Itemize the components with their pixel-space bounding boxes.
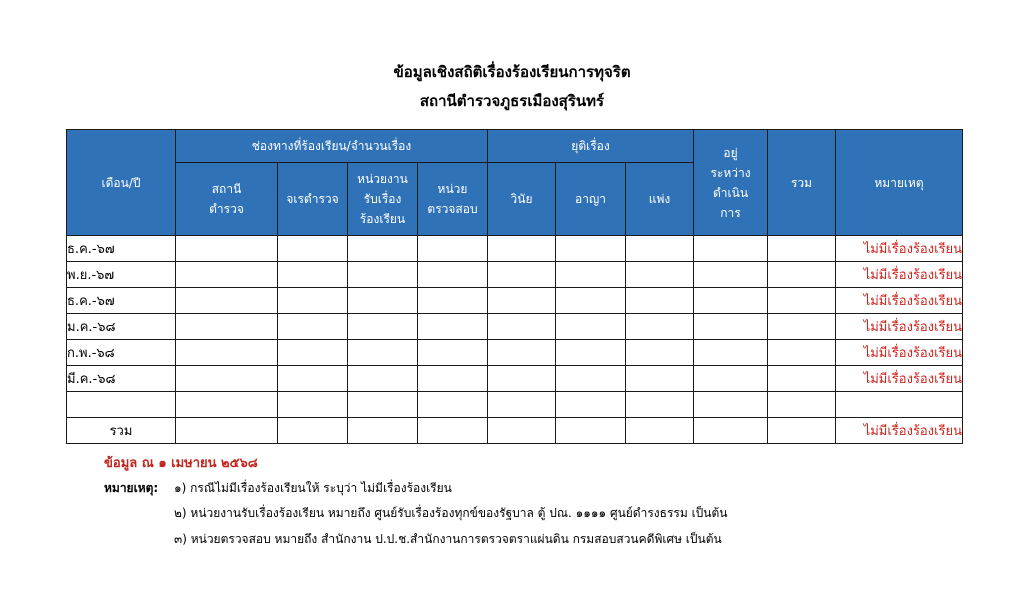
table-cell	[348, 236, 418, 262]
table-cell	[176, 262, 278, 288]
header-remark: หมายเหตุ	[836, 130, 963, 236]
table-cell	[176, 366, 278, 392]
header-in-progress-text: อยู่ ระหว่าง ดำเนินการ	[710, 145, 751, 220]
row-note: ไม่มีเรื่องร้องเรียน	[836, 314, 963, 340]
table-cell	[768, 366, 836, 392]
header-resolved-criminal: อาญา	[556, 163, 626, 236]
table-cell	[768, 392, 836, 418]
table-cell	[768, 340, 836, 366]
table-cell	[488, 418, 556, 444]
table-cell	[278, 392, 348, 418]
table-cell	[556, 366, 626, 392]
table-cell	[488, 288, 556, 314]
table-cell	[418, 314, 488, 340]
table-cell	[348, 418, 418, 444]
header-channel-station	[176, 163, 278, 236]
row-note: ไม่มีเรื่องร้องเรียน	[836, 236, 963, 262]
table-cell	[418, 418, 488, 444]
table-cell	[768, 418, 836, 444]
header-in-progress	[694, 130, 768, 236]
table-cell	[176, 314, 278, 340]
table-row	[67, 366, 963, 392]
table-cell	[176, 288, 278, 314]
header-total: รวม	[768, 130, 836, 236]
header-resolved-group: ยุติเรื่อง	[488, 130, 694, 163]
remarks-label: หมายเหตุ:	[104, 481, 159, 495]
row-month: มี.ค.-๖๘	[67, 366, 176, 392]
header-channel-inspector: จเรตำรวจ	[278, 163, 348, 236]
table-row	[67, 262, 963, 288]
table-cell	[556, 236, 626, 262]
table-row	[67, 288, 963, 314]
row-month: พ.ย.-๖๗	[67, 262, 176, 288]
row-month	[67, 392, 176, 418]
table-cell	[488, 314, 556, 340]
table-cell	[694, 392, 768, 418]
table-cell	[556, 262, 626, 288]
table-row	[67, 236, 963, 262]
table-cell	[418, 366, 488, 392]
row-note: ไม่มีเรื่องร้องเรียน	[836, 288, 963, 314]
table-cell	[626, 236, 694, 262]
row-note: ไม่มีเรื่องร้องเรียน	[836, 262, 963, 288]
total-row	[67, 418, 963, 444]
row-note: ไม่มีเรื่องร้องเรียน	[836, 366, 963, 392]
table-cell	[694, 340, 768, 366]
table-cell	[626, 418, 694, 444]
total-row-label: รวม	[67, 418, 176, 444]
table-cell	[418, 288, 488, 314]
remark-2: ๒) หน่วยงานรับเรื่องร้องเรียน หมายถึง ศูนย์รับเรื่องร้องทุกข์ของรัฐบาล ตู้ ปณ. ๑๑๑๑ ศูนย์ดำรงธรรม เป็นต้น	[174, 506, 728, 520]
table-cell	[348, 366, 418, 392]
row-month: ม.ค.-๖๘	[67, 314, 176, 340]
table-cell	[278, 262, 348, 288]
table-cell	[626, 288, 694, 314]
remark-3: ๓) หน่วยตรวจสอบ หมายถึง สำนักงาน ป.ป.ช.สำนักงานการตรวจตราแผ่นดิน กรมสอบสวนคดีพิเศษ เป็นต้น	[174, 532, 722, 546]
table-cell	[418, 392, 488, 418]
table-cell	[556, 314, 626, 340]
table-cell	[488, 236, 556, 262]
table-cell	[176, 340, 278, 366]
table-cell	[768, 314, 836, 340]
table-cell	[418, 262, 488, 288]
total-row-note: ไม่มีเรื่องร้องเรียน	[836, 418, 963, 444]
table-cell	[278, 340, 348, 366]
table-cell	[418, 236, 488, 262]
table-cell	[768, 236, 836, 262]
complaint-statistics-table	[66, 129, 963, 444]
row-month: ธ.ค.-๖๗	[67, 236, 176, 262]
table-cell	[278, 366, 348, 392]
table-cell	[694, 262, 768, 288]
table-cell	[176, 236, 278, 262]
table-cell	[556, 340, 626, 366]
table-cell	[556, 288, 626, 314]
table-cell	[488, 262, 556, 288]
table-cell	[626, 392, 694, 418]
data-as-of: ข้อมูล ณ ๑ เมษายน ๒๕๖๘	[104, 456, 258, 471]
table-cell	[488, 392, 556, 418]
table-cell	[626, 366, 694, 392]
row-month: ก.พ.-๖๘	[67, 340, 176, 366]
table-cell	[278, 288, 348, 314]
table-row	[67, 392, 963, 418]
table-cell	[556, 392, 626, 418]
table-cell	[176, 418, 278, 444]
row-month: ธ.ค.-๖๗	[67, 288, 176, 314]
header-resolved-civil: แพ่ง	[626, 163, 694, 236]
table-cell	[768, 288, 836, 314]
table-cell	[348, 340, 418, 366]
table-cell	[694, 418, 768, 444]
header-channel-agency	[348, 163, 418, 236]
table-cell	[348, 314, 418, 340]
table-cell	[694, 314, 768, 340]
table-cell	[348, 392, 418, 418]
header-channel-agency-text: หน่วยงาน รับเรื่อง ร้องเรียน	[357, 172, 408, 226]
table-cell	[694, 288, 768, 314]
table-cell	[768, 262, 836, 288]
header-month: เดือน/ปี	[67, 130, 176, 236]
table-cell	[556, 418, 626, 444]
table-cell	[626, 314, 694, 340]
table-cell	[694, 236, 768, 262]
row-note	[836, 392, 963, 418]
table-cell	[626, 262, 694, 288]
table-cell	[278, 314, 348, 340]
header-channel-audit	[418, 163, 488, 236]
table-row	[67, 314, 963, 340]
report-subtitle: สถานีตำรวจภูธรเมืองสุรินทร์	[419, 92, 605, 110]
table-row	[67, 340, 963, 366]
table-cell	[278, 236, 348, 262]
table-cell	[488, 340, 556, 366]
header-channel-station-text: สถานี ตำรวจ	[209, 182, 244, 216]
table-cell	[488, 366, 556, 392]
table-cell	[626, 340, 694, 366]
row-note: ไม่มีเรื่องร้องเรียน	[836, 340, 963, 366]
header-channels-group: ช่องทางที่ร้องเรียน/จำนวนเรื่อง	[176, 130, 488, 163]
table-cell	[348, 262, 418, 288]
table-cell	[694, 366, 768, 392]
table-cell	[418, 340, 488, 366]
table-cell	[176, 392, 278, 418]
header-channel-audit-text: หน่วย ตรวจสอบ	[427, 182, 478, 216]
table-cell	[348, 288, 418, 314]
table-cell	[278, 418, 348, 444]
remark-1: ๑) กรณีไม่มีเรื่องร้องเรียนให้ ระบุว่า ไม่มีเรื่องร้องเรียน	[174, 481, 452, 495]
header-resolved-discipline: วินัย	[488, 163, 556, 236]
report-title: ข้อมูลเชิงสถิติเรื่องร้องเรียนการทุจริต	[393, 63, 631, 81]
